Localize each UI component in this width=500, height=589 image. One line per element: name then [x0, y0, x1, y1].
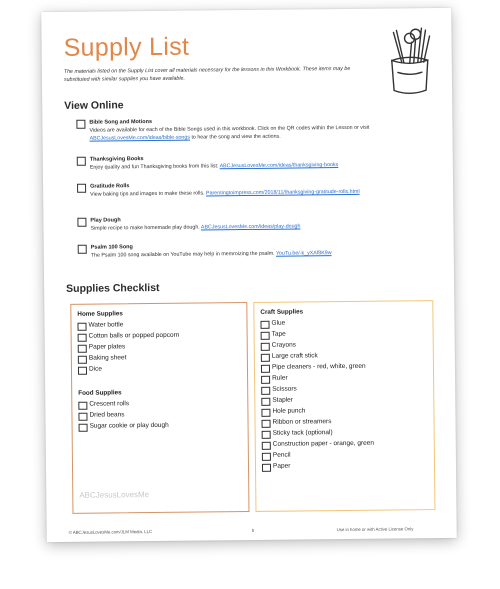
checkbox[interactable]	[261, 375, 270, 384]
item-description: View baking tips and images to make these rolls. Parentingtoimpress.com/2018/11/thanksgiving-gratitude-rolls.html	[90, 188, 360, 198]
link[interactable]: ABCJesusLovesMe.com/ideas/bible-songs	[89, 134, 190, 142]
checkbox[interactable]	[261, 364, 270, 373]
link[interactable]: YouTu.be/-k_yXAf8K9w	[275, 250, 332, 257]
footer-license: Use in home or with Active License Only	[336, 526, 414, 533]
home-food-supplies-box: Home Supplies Water bottle Cotton balls or popped popcorn Paper plates Baking sheet Dice Food Supplies Crescent rolls Dried beans Sugar cookie or play dough ABCJesusLovesMe	[70, 302, 249, 514]
intro-text: The materials listed on the Supply List cover all materials necessary for the lessons in this Workbook. These items may be substituted with similar supplies you have available.	[63, 65, 351, 83]
footer-page-number: 5	[251, 527, 255, 533]
home-supplies-heading: Home Supplies	[77, 310, 123, 318]
checkbox[interactable]	[260, 320, 269, 329]
view-online-item	[77, 180, 437, 198]
checkbox[interactable]	[77, 322, 86, 331]
checkbox[interactable]	[262, 441, 271, 450]
footer-copyright: © ABCJesusLovesMe.com/JLM Media, LLC	[68, 529, 153, 535]
supplies-heading: Supplies Checklist	[66, 281, 160, 295]
view-online-heading: View Online	[64, 99, 124, 112]
item-title: Psalm 100 Song	[90, 244, 133, 251]
checkbox[interactable]	[262, 463, 271, 472]
checkbox[interactable]	[78, 333, 87, 342]
view-online-item	[78, 241, 438, 259]
checkbox[interactable]	[77, 157, 86, 166]
item-title: Bible Song and Motions	[89, 119, 153, 126]
checkbox[interactable]	[78, 344, 87, 353]
checkbox[interactable]	[78, 401, 87, 410]
checkbox[interactable]	[261, 397, 270, 406]
checkbox[interactable]	[79, 423, 88, 432]
view-online-item	[77, 153, 437, 171]
checkbox[interactable]	[262, 430, 271, 439]
link[interactable]: ABCJesusLovesMe.com/ideas/play-dough	[200, 223, 301, 231]
checkbox[interactable]	[262, 419, 271, 428]
checkbox[interactable]	[261, 408, 270, 417]
item-title: Gratitude Rolls	[90, 183, 130, 190]
checkbox[interactable]	[261, 342, 270, 351]
worksheet-page	[41, 8, 457, 542]
item-title: Play Dough	[90, 217, 121, 224]
checkbox[interactable]	[78, 412, 87, 421]
link[interactable]: Parentingtoimpress.com/2018/11/thanksgiving-gratitude-rolls.html	[206, 188, 360, 197]
checkbox[interactable]	[261, 386, 270, 395]
item-description: The Psalm 100 song available on YouTube may help in memroizing the psalm. YouTu.be/-k_yXAf8K9w	[90, 250, 332, 259]
watermark: ABCJesusLovesMe	[79, 490, 150, 500]
item-description: Enjoy quality and fun Thanksgiving books from this list: ABCJesusLovesMe.com/ideas/thanksgiving-books	[89, 162, 339, 171]
item-description: Simple recipe to make homemade play dough. ABCJesusLovesMe.com/ideas/play-dough	[90, 223, 301, 232]
checkbox[interactable]	[78, 355, 87, 364]
checkbox[interactable]	[76, 120, 85, 129]
checkbox[interactable]	[261, 353, 270, 362]
craft-supplies-box: Craft Supplies Glue Tape Crayons Large craft stick Pipe cleaners - red, white, green Ruler Scissors Stapler Hole punch Ribbon or streamers Sticky tack (optional) Construction paper - orange, green Pencil Paper	[253, 300, 435, 512]
checkbox[interactable]	[78, 366, 87, 375]
item-description: Videos are available for each of the Bible Songs used in this workbook. Click on the QR codes within the Lesson or visit ABCJesusLovesMe.com/ideas/bible-songs to hear the song and view the actions.	[89, 124, 370, 142]
link[interactable]: ABCJesusLovesMe.com/ideas/thanksgiving-books	[219, 162, 339, 170]
food-supplies-heading: Food Supplies	[78, 389, 122, 397]
page-title: Supply List	[63, 32, 190, 62]
checkbox[interactable]	[261, 331, 270, 340]
checkbox[interactable]	[77, 184, 86, 193]
view-online-item	[76, 116, 436, 142]
checkbox[interactable]	[262, 452, 271, 461]
pencil-cup-icon	[381, 24, 438, 97]
item-title: Thanksgiving Books	[89, 156, 144, 163]
checkbox[interactable]	[77, 218, 86, 227]
checkbox[interactable]	[78, 245, 87, 254]
view-online-item	[77, 214, 437, 232]
craft-supplies-heading: Craft Supplies	[260, 308, 304, 316]
